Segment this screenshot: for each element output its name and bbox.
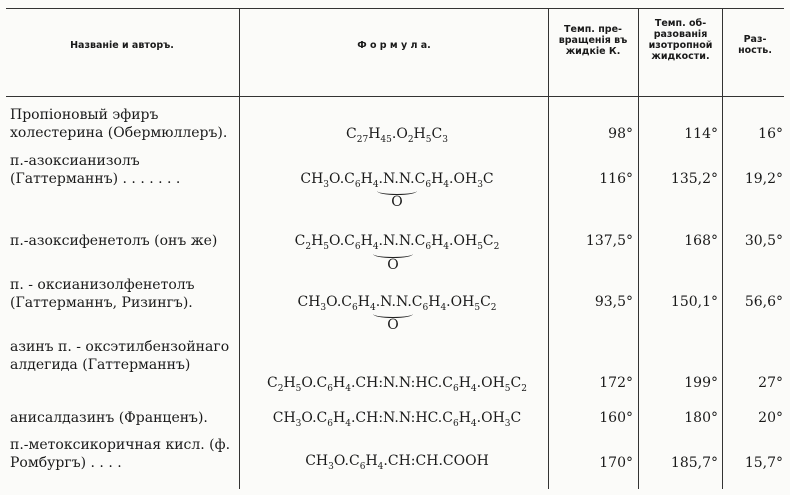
- difference-value: 30,5°: [744, 233, 783, 249]
- oxo-bracket: [382, 187, 412, 209]
- isotropic-temp: 135,2°: [670, 171, 718, 187]
- header-difference: Раз- ность.: [738, 34, 772, 56]
- transition-temp: 116°: [599, 171, 633, 187]
- brace-icon: [377, 187, 417, 195]
- row-name: п.-азоксианизолъ (Гаттерманнъ) . . . . . . .: [10, 153, 181, 187]
- difference-value: 15,7°: [744, 455, 783, 471]
- transition-temp: 137,5°: [585, 233, 633, 249]
- row-formula: $CH_3O.C_6H_4.N.N.C_6H_4.OH_5C_2$: [297, 294, 497, 313]
- oxo-label: O: [387, 317, 399, 333]
- isotropic-temp: 199°: [684, 375, 718, 391]
- row-name: п.-азоксифенетолъ (онъ же): [10, 233, 218, 249]
- isotropic-temp: 114°: [684, 126, 718, 142]
- row-formula: $CH_3O.C_6H_4.CH:CH.COOH$: [305, 453, 489, 472]
- row-name: п. - оксианизолфенетолъ (Гаттерманнъ, Ризингъ).: [10, 277, 195, 311]
- brace-icon: [373, 310, 413, 318]
- header-bottom-rule: [6, 96, 784, 97]
- row-formula: $CH_3O.C_6H_4.CH:N.N:HC.C_6H_4.OH_3C$: [272, 410, 522, 429]
- isotropic-temp: 168°: [684, 233, 718, 249]
- brace-icon: [373, 250, 413, 258]
- header-formula: Ф о р м у л а.: [357, 40, 431, 51]
- row-formula: $CH_3O.C_6H_4.N.N.C_6H_4.OH_3C$: [300, 171, 494, 190]
- row-name: анисалдазинъ (Франценъ).: [10, 410, 208, 426]
- row-name: азинъ п. - оксэтилбензойнаго алдегида (Гаттерманнъ): [10, 339, 230, 373]
- table-top-rule: [6, 8, 784, 9]
- isotropic-temp: 180°: [684, 410, 718, 426]
- oxo-bracket: [378, 310, 408, 332]
- difference-value: 16°: [758, 126, 783, 142]
- difference-value: 27°: [758, 375, 783, 391]
- transition-temp: 93,5°: [594, 294, 633, 310]
- row-formula: $C_2H_5O.C_6H_4.N.N.C_6H_4.OH_5C_2$: [294, 233, 500, 252]
- header-name: Названіе и авторъ.: [70, 40, 174, 51]
- row-name: Пропіоновый эфиръ холестерина (Обермюллеръ).: [10, 107, 228, 141]
- transition-temp: 98°: [608, 126, 633, 142]
- difference-value: 20°: [758, 410, 783, 426]
- difference-value: 56,6°: [744, 294, 783, 310]
- transition-temp: 172°: [599, 375, 633, 391]
- transition-temp: 170°: [599, 455, 633, 471]
- row-formula: $C_2H_5O.C_6H_4.CH:N.N:HC.C_6H_4.OH_5C_2$: [267, 375, 527, 394]
- oxo-bracket: [378, 250, 408, 272]
- transition-temp: 160°: [599, 410, 633, 426]
- header-isotropic-temp: Темп. об- разованія изотропной жидкости.: [648, 18, 713, 62]
- header-transition-temp: Темп. пре- вращенія въ жидкіе К.: [558, 24, 628, 57]
- difference-value: 19,2°: [744, 171, 783, 187]
- oxo-label: O: [391, 194, 403, 210]
- row-name: п.-метоксикоричная кисл. (ф. Ромбургъ) . . . .: [10, 437, 231, 471]
- row-formula: $C_{27}H_{45}.O_2H_5C_3$: [346, 126, 448, 145]
- column-divider: [638, 8, 639, 489]
- isotropic-temp: 185,7°: [670, 455, 718, 471]
- column-divider: [239, 8, 240, 489]
- oxo-label: O: [387, 257, 399, 273]
- column-divider: [722, 8, 723, 489]
- isotropic-temp: 150,1°: [670, 294, 718, 310]
